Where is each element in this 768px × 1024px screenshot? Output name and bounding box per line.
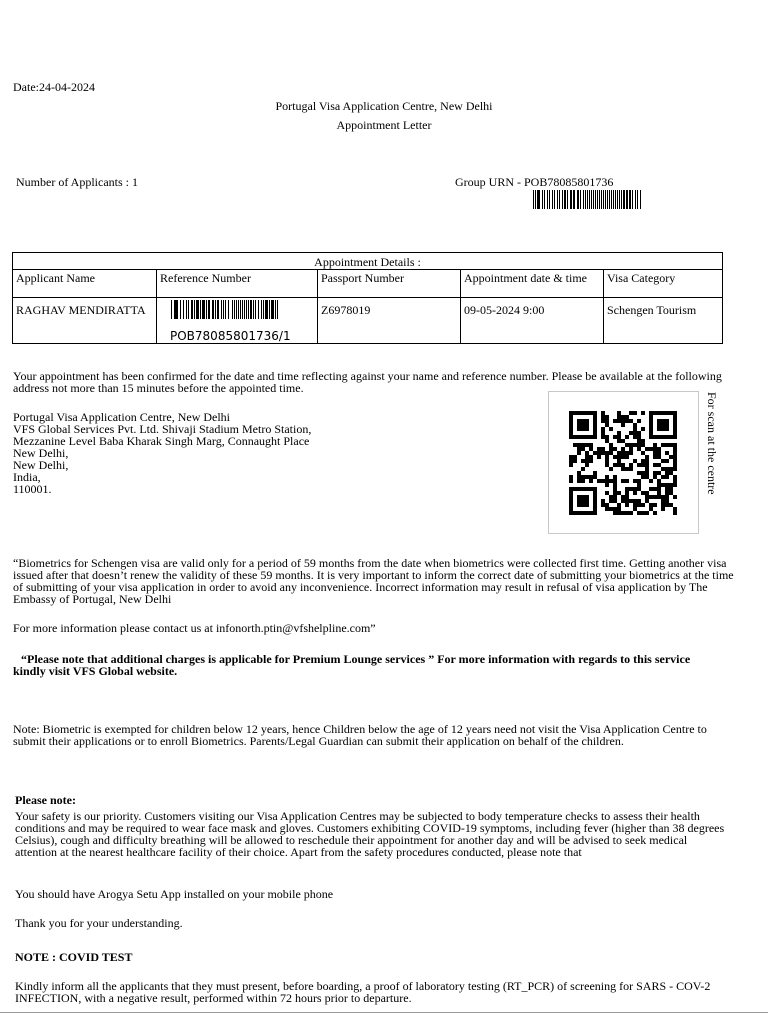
header-appointment-datetime: Appointment date & time xyxy=(461,269,604,297)
applicant-count: Number of Applicants : 1 xyxy=(16,175,138,189)
address-line: 110001. xyxy=(13,482,52,496)
qr-caption xyxy=(705,392,721,512)
group-urn: Group URN - POB78085801736 xyxy=(455,175,614,189)
appointment-qr-code xyxy=(548,391,699,534)
covid-heading: NOTE : COVID TEST xyxy=(15,950,133,964)
address-line: India, xyxy=(13,470,41,484)
group-urn-barcode xyxy=(532,190,642,209)
table-title: Appointment Details : xyxy=(314,255,421,269)
contact-info: For more information please contact us at infonorth.ptin@vfshelpline.com” xyxy=(13,621,376,635)
header-reference-number: Reference Number xyxy=(157,269,318,297)
premium-lounge-note: “Please note that additional charges is applicable for Premium Lounge services ” For more information with regards to this service kindly visit VFS Global website. xyxy=(13,652,691,678)
safety-note: Your safety is our priority. Customers visiting our Visa Application Centres may be subjected to body temperature checks to assess their health conditions and may be required to wear face mask and gloves. Customers exhibiting COVID-19 symptoms, including fever (higher than 38 degrees Celsius), cough and difficulty breathing will be allowed to reschedule their appointment for another day and will be advised to seek medical attention at the nearest healthcare facility of their choice. Apart from the safety procedures conducted, please note that xyxy=(15,809,725,859)
address-line: New Delhi, xyxy=(13,446,69,460)
biometrics-note: “Biometrics for Schengen visa are valid only for a period of 59 months from the date when biometrics were collected first time. Getting another visa issued after that doesn’t renew the validity of these 59 months. It is very important to inform the correct date of submitting your biometrics at the time of submitting of your visa application in order to avoid any inconvenience. Incorrect information may result in refusal of visa application by The Embassy of Portugal, New Delhi xyxy=(13,556,734,606)
visa-category-cell: Schengen Tourism xyxy=(607,303,697,317)
address-line: New Delhi, xyxy=(13,458,69,472)
thanks-note: Thank you for your understanding. xyxy=(15,916,183,930)
confirmation-text: Your appointment has been confirmed for the date and time reflecting against your name and reference number. Please be available at the following address not more than 15 minutes before the appointed time. xyxy=(13,369,722,395)
header-passport-number: Passport Number xyxy=(318,269,461,297)
table-header-row xyxy=(13,269,722,298)
applicant-name-cell: RAGHAV MENDIRATTA xyxy=(13,298,157,344)
table-row xyxy=(13,298,722,344)
footer-divider xyxy=(0,1012,768,1013)
letter-title: Appointment Letter xyxy=(336,118,432,132)
reference-number-text: POB78085801736/1 xyxy=(170,329,291,343)
please-note-heading: Please note: xyxy=(15,793,76,807)
address-line: Mezzanine Level Baba Kharak Singh Marg, Connaught Place xyxy=(13,434,310,448)
centre-title: Portugal Visa Application Centre, New Delhi xyxy=(275,99,493,113)
reference-number-cell xyxy=(157,298,318,344)
arogya-note: You should have Arogya Setu App installed on your mobile phone xyxy=(15,887,334,901)
children-biometric-note: Note: Biometric is exempted for children below 12 years, hence Children below the age of 12 years need not visit the Visa Application Centre to submit their applications or to enroll Biometrics. Parents/Legal Guardian can submit their application on behalf of the children. xyxy=(13,722,707,748)
address-line: VFS Global Services Pvt. Ltd. Shivaji Stadium Metro Station, xyxy=(13,422,312,436)
header-visa-category: Visa Category xyxy=(607,271,676,285)
qr-caption-text: For scan at the centre xyxy=(705,392,719,495)
header-applicant-name: Applicant Name xyxy=(13,269,157,297)
passport-number-cell: Z6978019 xyxy=(318,298,461,344)
reference-barcode xyxy=(171,300,279,319)
appointment-datetime-cell: 09-05-2024 9:00 xyxy=(461,298,604,344)
letter-date: Date:24-04-2024 xyxy=(13,80,95,94)
address-line: Portugal Visa Application Centre, New Delhi xyxy=(13,410,231,424)
covid-test-note: Kindly inform all the applicants that they must present, before boarding, a proof of laboratory testing (RT_PCR) of screening for SARS - COV-2 INFECTION, with a negative result, performed within 72 hours prior to departure. xyxy=(15,979,711,1005)
table-title-row xyxy=(13,253,722,270)
appointment-details-table xyxy=(12,252,723,344)
